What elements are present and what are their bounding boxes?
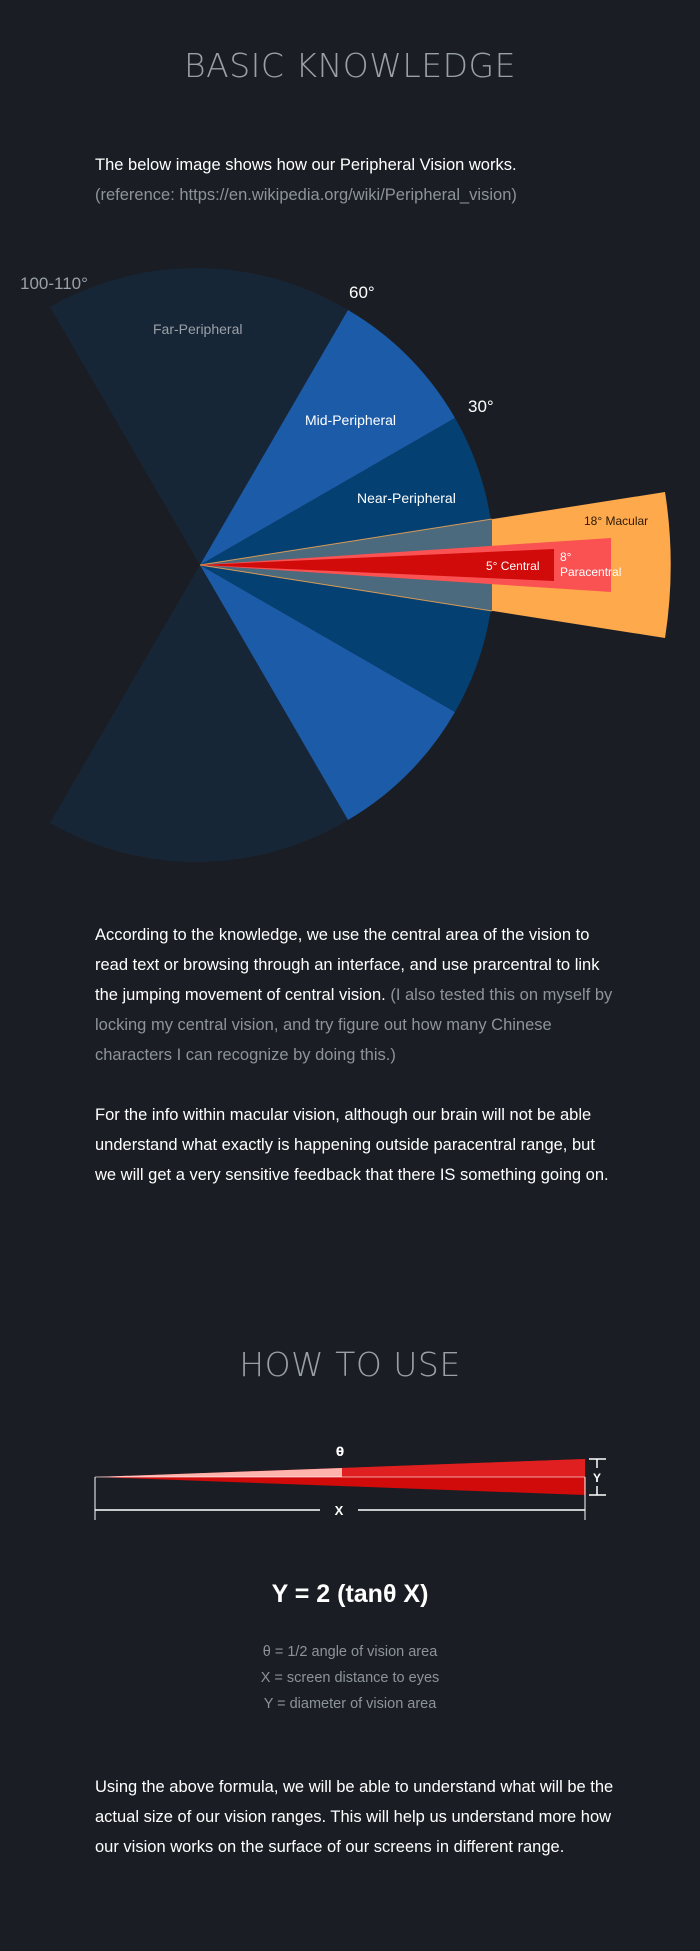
region-label-mid: Mid-Peripheral: [305, 412, 397, 428]
vision-angle-diagram: [0, 1430, 700, 1520]
definition-y: Y = diameter of vision area: [263, 1696, 437, 1712]
vision-formula: Y = 2 (tanθ X): [271, 1580, 429, 1608]
para-central-vision: [95, 920, 615, 1070]
peripheral-vision-diagram: [0, 260, 700, 870]
region-label-far: Far-Peripheral: [153, 321, 243, 337]
para-macular-vision: For the info within macular vision, although our brain will not be able understand what exactly is happening outside paracentral range, but we will get a very sensitive feedback that there IS something going on.: [95, 1106, 609, 1184]
x-label: X: [334, 1503, 344, 1518]
definition-x: X = screen distance to eyes: [260, 1670, 440, 1686]
theta-label: θ: [335, 1445, 345, 1459]
region-label-paracentral: Paracentral: [560, 565, 622, 579]
cone-upper-half: [342, 1459, 585, 1477]
basic-knowledge-title: BASIC KNOWLEDGE: [184, 46, 516, 85]
definition-theta: θ = 1/2 angle of vision area: [262, 1644, 438, 1660]
para-central-vision-main: According to the knowledge, we use the central area of the vision to read text or browsing through an interface, and use prarcentral to link the jumping movement of central vision.: [95, 926, 600, 1004]
region-label-macular: 18° Macular: [584, 514, 649, 528]
para-central-vision-note: (I also tested this on myself by locking my central vision, and try figure out how many Chinese characters I can recognize by doing this.): [95, 986, 613, 1064]
region-label-paracentral-angle: 8°: [560, 550, 572, 564]
closing-text: Using the above formula, we will be able to understand what will be the actual size of our vision ranges. This will help us understand more how our vision works on the surface of our screens in different range.: [95, 1778, 614, 1856]
y-label: Y: [592, 1471, 602, 1485]
angle-label-mid: 60°: [349, 283, 375, 302]
angle-label-far: 100-110°: [20, 274, 88, 293]
region-label-central: 5° Central: [486, 559, 540, 573]
intro-text: The below image shows how our Peripheral Vision works.: [95, 156, 517, 174]
angle-label-near: 30°: [468, 397, 494, 416]
reference-link[interactable]: (reference: https://en.wikipedia.org/wiki/Peripheral_vision): [95, 186, 517, 204]
how-to-use-title: HOW TO USE: [239, 1345, 461, 1384]
region-label-near: Near-Peripheral: [357, 490, 456, 506]
